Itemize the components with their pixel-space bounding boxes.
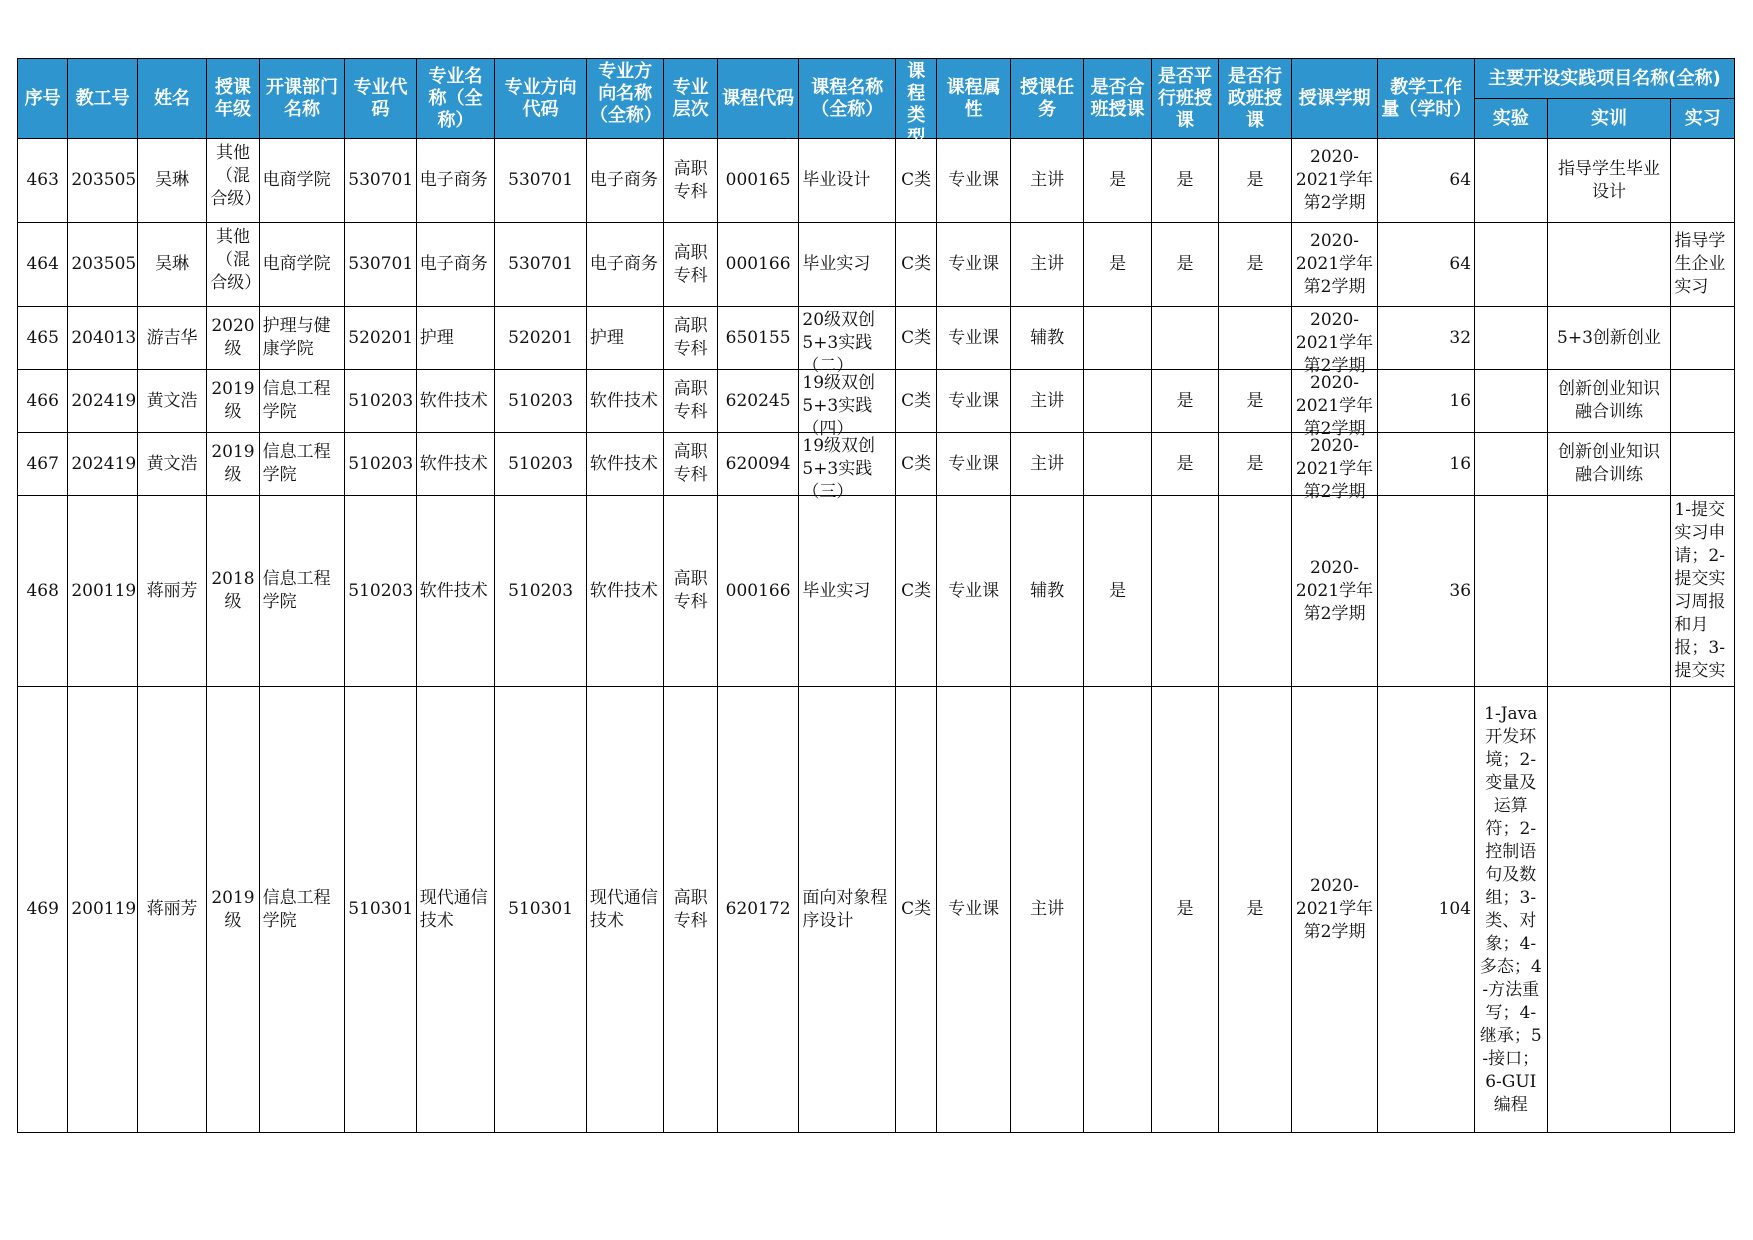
cell-seq: 467 [18, 433, 68, 496]
cell-grade: 2019级 [207, 370, 259, 433]
header-experiment: 实验 [1475, 99, 1548, 139]
cell-direction-code: 530701 [495, 139, 587, 223]
cell-direction-name: 电子商务 [586, 223, 664, 307]
cell-seq: 469 [18, 687, 68, 1133]
cell-combined: 是 [1084, 223, 1151, 307]
cell-parallel: 是 [1151, 370, 1218, 433]
cell-combined [1084, 307, 1151, 370]
cell-semester: 2020-2021学年第2学期 [1291, 496, 1378, 687]
cell-seq: 464 [18, 223, 68, 307]
cell-semester: 2020-2021学年第2学期 [1291, 370, 1378, 433]
cell-internship [1671, 307, 1735, 370]
cell-direction-name: 现代通信技术 [586, 687, 664, 1133]
cell-training [1547, 687, 1671, 1133]
cell-seq: 463 [18, 139, 68, 223]
cell-experiment: 1-Java开发环境；2-变量及运算符；2-控制语句及数组；3-类、对象；4-多态；4-方法重写；4-继承；5-接口；6-GUI编程 [1475, 687, 1548, 1133]
cell-major-code: 520201 [345, 307, 416, 370]
cell-semester: 2020-2021学年第2学期 [1291, 139, 1378, 223]
cell-major-name: 软件技术 [416, 370, 495, 433]
cell-name: 黄文浩 [137, 433, 206, 496]
header-semester: 授课学期 [1291, 59, 1378, 139]
cell-course-attr: 专业课 [937, 223, 1011, 307]
cell-admin: 是 [1219, 433, 1292, 496]
cell-training: 指导学生毕业设计 [1547, 139, 1671, 223]
cell-dept: 电商学院 [259, 223, 345, 307]
cell-teacher-id: 200119 [68, 496, 137, 687]
header-course-attr: 课程属性 [937, 59, 1011, 139]
cell-grade: 其他（混合级） [207, 139, 259, 223]
cell-direction-code: 510301 [495, 687, 587, 1133]
cell-semester: 2020-2021学年第2学期 [1291, 307, 1378, 370]
cell-grade: 2020级 [207, 307, 259, 370]
cell-parallel [1151, 496, 1218, 687]
cell-internship [1671, 687, 1735, 1133]
cell-course-name: 面向对象程序设计 [799, 687, 896, 1133]
header-direction-code: 专业方向代码 [495, 59, 587, 139]
cell-training [1547, 496, 1671, 687]
header-parallel: 是否平行班授课 [1151, 59, 1218, 139]
cell-internship [1671, 370, 1735, 433]
cell-task: 主讲 [1010, 223, 1084, 307]
cell-dept: 护理与健康学院 [259, 307, 345, 370]
header-major-code: 专业代码 [345, 59, 416, 139]
cell-dept: 信息工程学院 [259, 687, 345, 1133]
cell-direction-name: 软件技术 [586, 496, 664, 687]
cell-direction-code: 510203 [495, 433, 587, 496]
cell-course-attr: 专业课 [937, 139, 1011, 223]
cell-semester: 2020-2021学年第2学期 [1291, 687, 1378, 1133]
cell-course-code: 650155 [717, 307, 799, 370]
cell-course-name: 毕业实习 [799, 223, 896, 307]
cell-parallel: 是 [1151, 687, 1218, 1133]
cell-internship [1671, 433, 1735, 496]
cell-course-name: 毕业实习 [799, 496, 896, 687]
header-course-code: 课程代码 [717, 59, 799, 139]
cell-grade: 2019级 [207, 433, 259, 496]
cell-workload: 16 [1378, 433, 1475, 496]
header-internship: 实习 [1671, 99, 1735, 139]
cell-internship: 1-提交实习申请；2-提交实习周报和月报；3-提交实 [1671, 496, 1735, 687]
cell-combined: 是 [1084, 496, 1151, 687]
cell-course-code: 000165 [717, 139, 799, 223]
cell-parallel [1151, 307, 1218, 370]
cell-experiment [1475, 496, 1548, 687]
cell-course-code: 620245 [717, 370, 799, 433]
table-row [18, 370, 1735, 433]
cell-admin: 是 [1219, 139, 1292, 223]
cell-course-name: 毕业设计 [799, 139, 896, 223]
cell-seq: 466 [18, 370, 68, 433]
cell-workload: 36 [1378, 496, 1475, 687]
cell-course-type: C类 [896, 687, 937, 1133]
header-dept: 开课部门名称 [259, 59, 345, 139]
cell-major-name: 软件技术 [416, 433, 495, 496]
header-name: 姓名 [137, 59, 206, 139]
cell-course-type: C类 [896, 433, 937, 496]
cell-teacher-id: 204013 [68, 307, 137, 370]
cell-course-attr: 专业课 [937, 496, 1011, 687]
cell-level: 高职专科 [664, 433, 717, 496]
cell-course-type: C类 [896, 496, 937, 687]
cell-name: 蒋丽芳 [137, 687, 206, 1133]
cell-semester: 2020-2021学年第2学期 [1291, 433, 1378, 496]
cell-direction-code: 520201 [495, 307, 587, 370]
cell-course-code: 000166 [717, 223, 799, 307]
teaching-task-table [17, 58, 1735, 1133]
cell-grade: 其他（混合级） [207, 223, 259, 307]
cell-course-type: C类 [896, 307, 937, 370]
cell-parallel: 是 [1151, 433, 1218, 496]
cell-name: 吴琳 [137, 139, 206, 223]
cell-semester: 2020-2021学年第2学期 [1291, 223, 1378, 307]
cell-experiment [1475, 139, 1548, 223]
cell-major-code: 510203 [345, 370, 416, 433]
cell-workload: 64 [1378, 139, 1475, 223]
cell-major-code: 530701 [345, 139, 416, 223]
header-task: 授课任务 [1010, 59, 1084, 139]
cell-parallel: 是 [1151, 223, 1218, 307]
cell-level: 高职专科 [664, 496, 717, 687]
cell-admin [1219, 496, 1292, 687]
cell-workload: 64 [1378, 223, 1475, 307]
header-practice-group: 主要开设实践项目名称(全称) [1475, 59, 1735, 99]
cell-major-code: 510203 [345, 496, 416, 687]
table-row [18, 139, 1735, 223]
cell-course-name: 19级双创5+3实践（四） [799, 370, 896, 433]
cell-course-code: 000166 [717, 496, 799, 687]
cell-seq: 468 [18, 496, 68, 687]
cell-name: 游吉华 [137, 307, 206, 370]
header-teacher-id: 教工号 [68, 59, 137, 139]
cell-seq: 465 [18, 307, 68, 370]
cell-combined [1084, 687, 1151, 1133]
cell-level: 高职专科 [664, 223, 717, 307]
table-header [18, 59, 1735, 148]
header-level: 专业层次 [664, 59, 717, 139]
cell-major-code: 530701 [345, 223, 416, 307]
cell-workload: 16 [1378, 370, 1475, 433]
cell-combined: 是 [1084, 139, 1151, 223]
cell-task: 辅教 [1010, 307, 1084, 370]
cell-teacher-id: 202419 [68, 433, 137, 496]
cell-course-attr: 专业课 [937, 307, 1011, 370]
cell-major-name: 护理 [416, 307, 495, 370]
cell-grade: 2019级 [207, 687, 259, 1133]
header-seq: 序号 [18, 59, 68, 139]
header-grade: 授课年级 [207, 59, 259, 139]
table-row [18, 433, 1735, 496]
cell-course-type: C类 [896, 223, 937, 307]
cell-parallel: 是 [1151, 139, 1218, 223]
cell-major-name: 电子商务 [416, 223, 495, 307]
cell-dept: 信息工程学院 [259, 370, 345, 433]
table-row [18, 687, 1735, 1133]
cell-experiment [1475, 370, 1548, 433]
table-row [18, 307, 1735, 370]
cell-internship: 指导学生企业实习 [1671, 223, 1735, 307]
cell-level: 高职专科 [664, 307, 717, 370]
cell-level: 高职专科 [664, 370, 717, 433]
cell-admin [1219, 307, 1292, 370]
cell-course-attr: 专业课 [937, 433, 1011, 496]
cell-training: 创新创业知识融合训练 [1547, 370, 1671, 433]
cell-admin: 是 [1219, 370, 1292, 433]
cell-teacher-id: 203505 [68, 223, 137, 307]
header-major-name: 专业名称（全称） [416, 59, 495, 139]
cell-major-name: 电子商务 [416, 139, 495, 223]
cell-admin: 是 [1219, 687, 1292, 1133]
cell-task: 主讲 [1010, 433, 1084, 496]
cell-dept: 信息工程学院 [259, 496, 345, 687]
cell-major-code: 510301 [345, 687, 416, 1133]
cell-task: 主讲 [1010, 139, 1084, 223]
cell-task: 辅教 [1010, 496, 1084, 687]
header-direction-name: 专业方向名称（全称） [586, 59, 664, 139]
header-workload: 教学工作量（学时） [1378, 59, 1475, 139]
cell-major-name: 软件技术 [416, 496, 495, 687]
cell-task: 主讲 [1010, 687, 1084, 1133]
cell-admin: 是 [1219, 223, 1292, 307]
cell-workload: 104 [1378, 687, 1475, 1133]
cell-internship [1671, 139, 1735, 223]
cell-direction-code: 530701 [495, 223, 587, 307]
cell-course-type: C类 [896, 370, 937, 433]
cell-course-name: 19级双创5+3实践（三） [799, 433, 896, 496]
cell-training [1547, 223, 1671, 307]
cell-name: 吴琳 [137, 223, 206, 307]
cell-combined [1084, 370, 1151, 433]
cell-experiment [1475, 307, 1548, 370]
cell-teacher-id: 202419 [68, 370, 137, 433]
table-row [18, 223, 1735, 307]
cell-experiment [1475, 223, 1548, 307]
cell-major-code: 510203 [345, 433, 416, 496]
cell-direction-name: 护理 [586, 307, 664, 370]
header-course-name: 课程名称（全称） [799, 59, 896, 139]
cell-task: 主讲 [1010, 370, 1084, 433]
cell-level: 高职专科 [664, 139, 717, 223]
cell-course-code: 620172 [717, 687, 799, 1133]
header-course-type: 课程类型 [896, 59, 937, 139]
cell-experiment [1475, 433, 1548, 496]
cell-dept: 信息工程学院 [259, 433, 345, 496]
cell-direction-code: 510203 [495, 496, 587, 687]
cell-course-type: C类 [896, 139, 937, 223]
header-admin: 是否行政班授课 [1219, 59, 1292, 139]
table-row [18, 496, 1735, 687]
cell-direction-code: 510203 [495, 370, 587, 433]
cell-training: 5+3创新创业 [1547, 307, 1671, 370]
cell-workload: 32 [1378, 307, 1475, 370]
spreadsheet-page [17, 58, 1735, 1133]
cell-direction-name: 软件技术 [586, 370, 664, 433]
cell-course-attr: 专业课 [937, 687, 1011, 1133]
cell-direction-name: 软件技术 [586, 433, 664, 496]
cell-course-code: 620094 [717, 433, 799, 496]
cell-name: 蒋丽芳 [137, 496, 206, 687]
header-combined: 是否合班授课 [1084, 59, 1151, 139]
cell-grade: 2018级 [207, 496, 259, 687]
cell-combined [1084, 433, 1151, 496]
cell-direction-name: 电子商务 [586, 139, 664, 223]
cell-course-attr: 专业课 [937, 370, 1011, 433]
cell-training: 创新创业知识融合训练 [1547, 433, 1671, 496]
cell-teacher-id: 203505 [68, 139, 137, 223]
cell-course-name: 20级双创5+3实践（二） [799, 307, 896, 370]
table-body [18, 139, 1735, 1133]
cell-name: 黄文浩 [137, 370, 206, 433]
cell-dept: 电商学院 [259, 139, 345, 223]
cell-major-name: 现代通信技术 [416, 687, 495, 1133]
cell-level: 高职专科 [664, 687, 717, 1133]
cell-teacher-id: 200119 [68, 687, 137, 1133]
header-training: 实训 [1547, 99, 1671, 139]
